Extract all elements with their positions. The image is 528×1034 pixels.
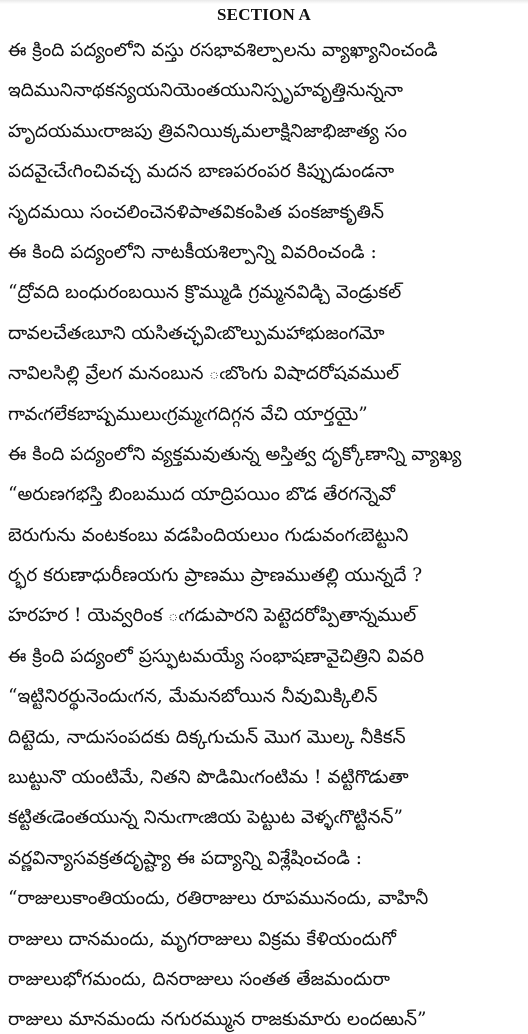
verse-line: బెరుగును వంటకంబు వడపిందియలుం గుడువంగఁబెట్టుని [8,524,409,546]
question-line: ఈ కింది పద్యంలోని వ్యక్తమవుతున్న అస్తిత్వ దృక్కోణాన్ని వ్యాఖ్య [8,443,462,465]
verse-line: దావలచేతఁబూని యసితచ్ఛవిఁబొల్పుమహాభుజంగమో [8,322,385,344]
verse-line: ర్భర కరుణాధురీణయగు ప్రాణము ప్రాణముతల్లి యున్నదే ? [8,565,423,587]
verse-line: “ద్రోవది బంధురంబయిన క్రొమ్ముడి గ్రమ్మనవిడ్చి వెండ్రుకల్ [8,282,402,304]
verse-line: ఇదిమునినాథకన్యయనియెంతయునిస్పృహవృత్తినున్ననా [8,80,404,102]
verse-line: పదవైఁచేఁగించివచ్చ మదన బాణపరంపర కిప్పుడుండనా [8,161,395,183]
verse-line: నావిలసిల్లి వ్రేలగ మనంబున ఁబొంగు విషాదరోషవముల్ [8,363,400,385]
verse-line: “ఇట్టినిరర్థునెందుఁగన, మేమనబోయిన నీవుమిక్కిలిన్ [8,686,378,708]
verse-line: హరహర ! యెవ్వరింక ఁగడుపారని పెట్టెదరోప్పితాన్నముల్ [8,605,417,627]
verse-line: రాజులు దానమందు, మృగరాజులు విక్రమ కేళియందుగో [8,928,396,950]
question-line: ఈ కింది పద్యంలోని నాటకీయశిల్పాన్ని వివరించండి : [8,241,377,263]
question-line: వర్ణవిన్యాసవక్రతదృష్ట్యా ఈ పద్యాన్ని విశ్లేషించండి : [8,847,363,869]
verse-line: రాజులు మానమందు నగురమ్మున రాజకుమారు లందఱున్” [8,1009,427,1031]
text-body [8,31,528,1034]
verse-line: బుట్టునొ యంటిమే, నితని పొడిమిఁగంటిమ ! వట్టిగొడుతా [8,767,409,789]
verse-line: హృదయముఁరాజపు త్రివనియిక్కమలాక్షినిజాభిజాత్య సం [8,120,407,142]
verse-line: గావఁగలేకబాష్పములుఁగ్రమ్మఁగదిగ్గన వేచి యార్తయై” [8,403,368,425]
verse-line: కట్టితఁడెంతయున్న నినుఁగాఁజియ పెట్టుట వెళ్ళఁగొట్టినన్” [8,807,403,829]
verse-line: దిట్టెదు, నాదుసంపదకు దిక్కగుచున్ మొగ మొల్క నీకికన్ [8,726,406,748]
section-heading: SECTION A [217,5,311,24]
verse-line: సృదమయి సంచలించెనళిపాతవికంపిత పంకజాకృతిన్ [8,201,384,223]
verse-line: “రాజులుకాంతియందు, రతిరాజులు రూపమునందు, వాహినీ [8,888,429,910]
verse-line: “అరుణగభస్తి బింబముద యాద్రిపయిం బొడ తేరగన్నెవో [8,484,396,506]
question-line: ఈ క్రింది పద్యంలోని వస్తు రసభావశిల్పాలను వ్యాఖ్యానించండి [8,40,438,61]
verse-line: రాజులుభోగమందు, దినరాజులు సంతత తేజమందురా [8,968,390,990]
question-line: ఈ క్రింది పద్యంలో ప్రస్ఫుటమయ్యే సంభాషణావైచిత్రిని వివరి [8,645,425,667]
